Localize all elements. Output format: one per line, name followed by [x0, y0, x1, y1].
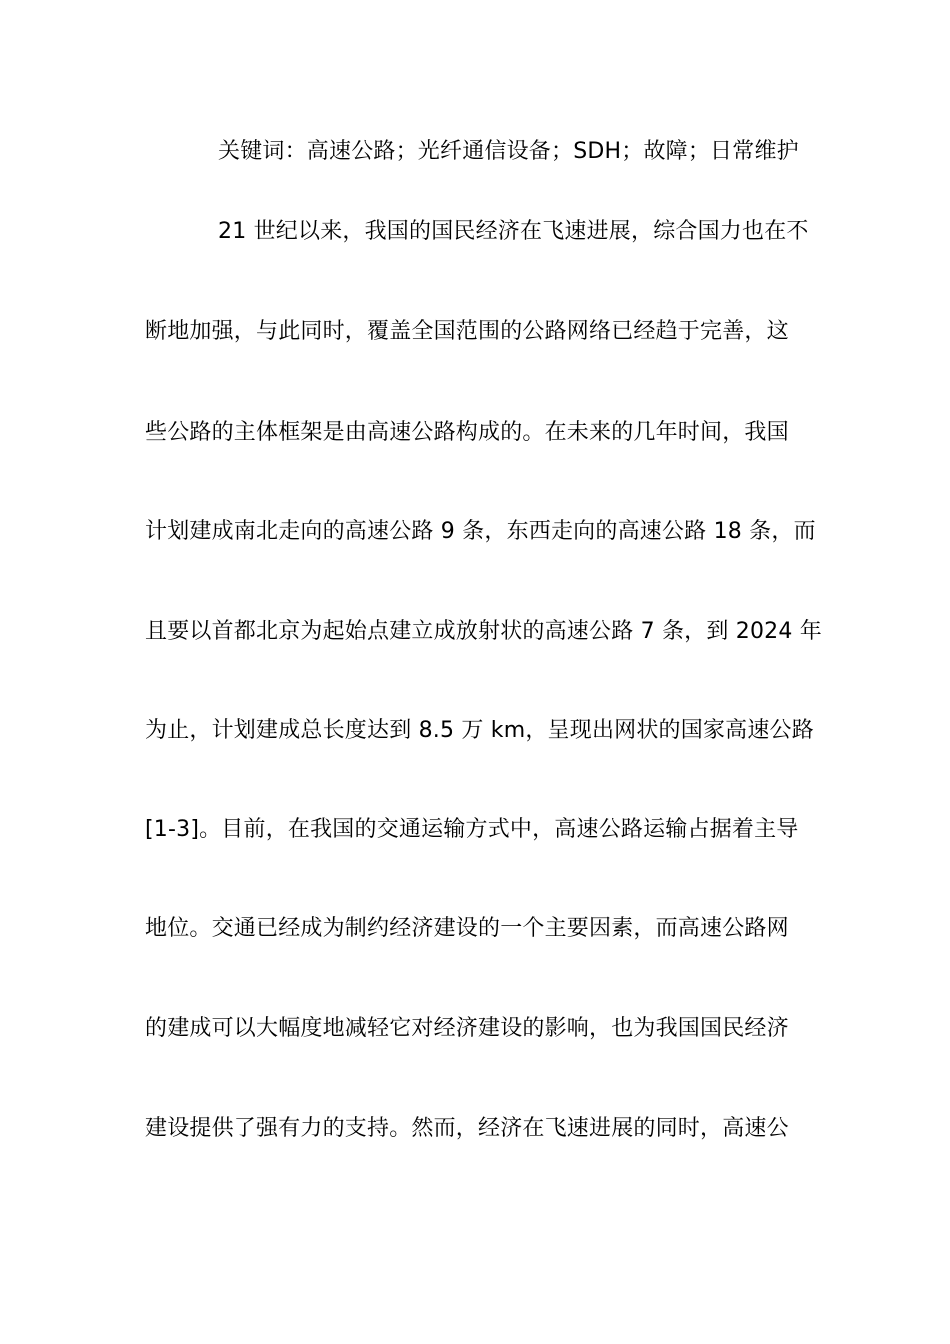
paragraph-line-10: 建设提供了强有力的支持。然而，经济在飞速进展的同时，高速公	[145, 1116, 789, 1141]
keywords-line: 关键词：高速公路；光纤通信设备；SDH；故障；日常维护	[218, 139, 799, 164]
paragraph-line-1: 21 世纪以来，我国的国民经济在飞速进展，综合国力也在不	[218, 219, 809, 244]
paragraph-line-6: 为止，计划建成总长度达到 8.5 万 km，呈现出网状的国家高速公路	[145, 718, 814, 743]
paragraph-line-3: 些公路的主体框架是由高速公路构成的。在未来的几年时间，我国	[145, 420, 789, 445]
paragraph-line-2: 断地加强，与此同时，覆盖全国范围的公路网络已经趋于完善，这	[145, 319, 789, 344]
paragraph-line-8: 地位。交通已经成为制约经济建设的一个主要因素，而高速公路网	[145, 916, 789, 941]
paragraph-line-9: 的建成可以大幅度地减轻它对经济建设的影响，也为我国国民经济	[145, 1016, 789, 1041]
paragraph-line-5: 且要以首都北京为起始点建立成放射状的高速公路 7 条，到 2024 年	[145, 619, 822, 644]
paragraph-line-7: [1-3]。目前，在我国的交通运输方式中，高速公路运输占据着主导	[145, 817, 799, 842]
paragraph-line-4: 计划建成南北走向的高速公路 9 条，东西走向的高速公路 18 条，而	[145, 519, 816, 544]
